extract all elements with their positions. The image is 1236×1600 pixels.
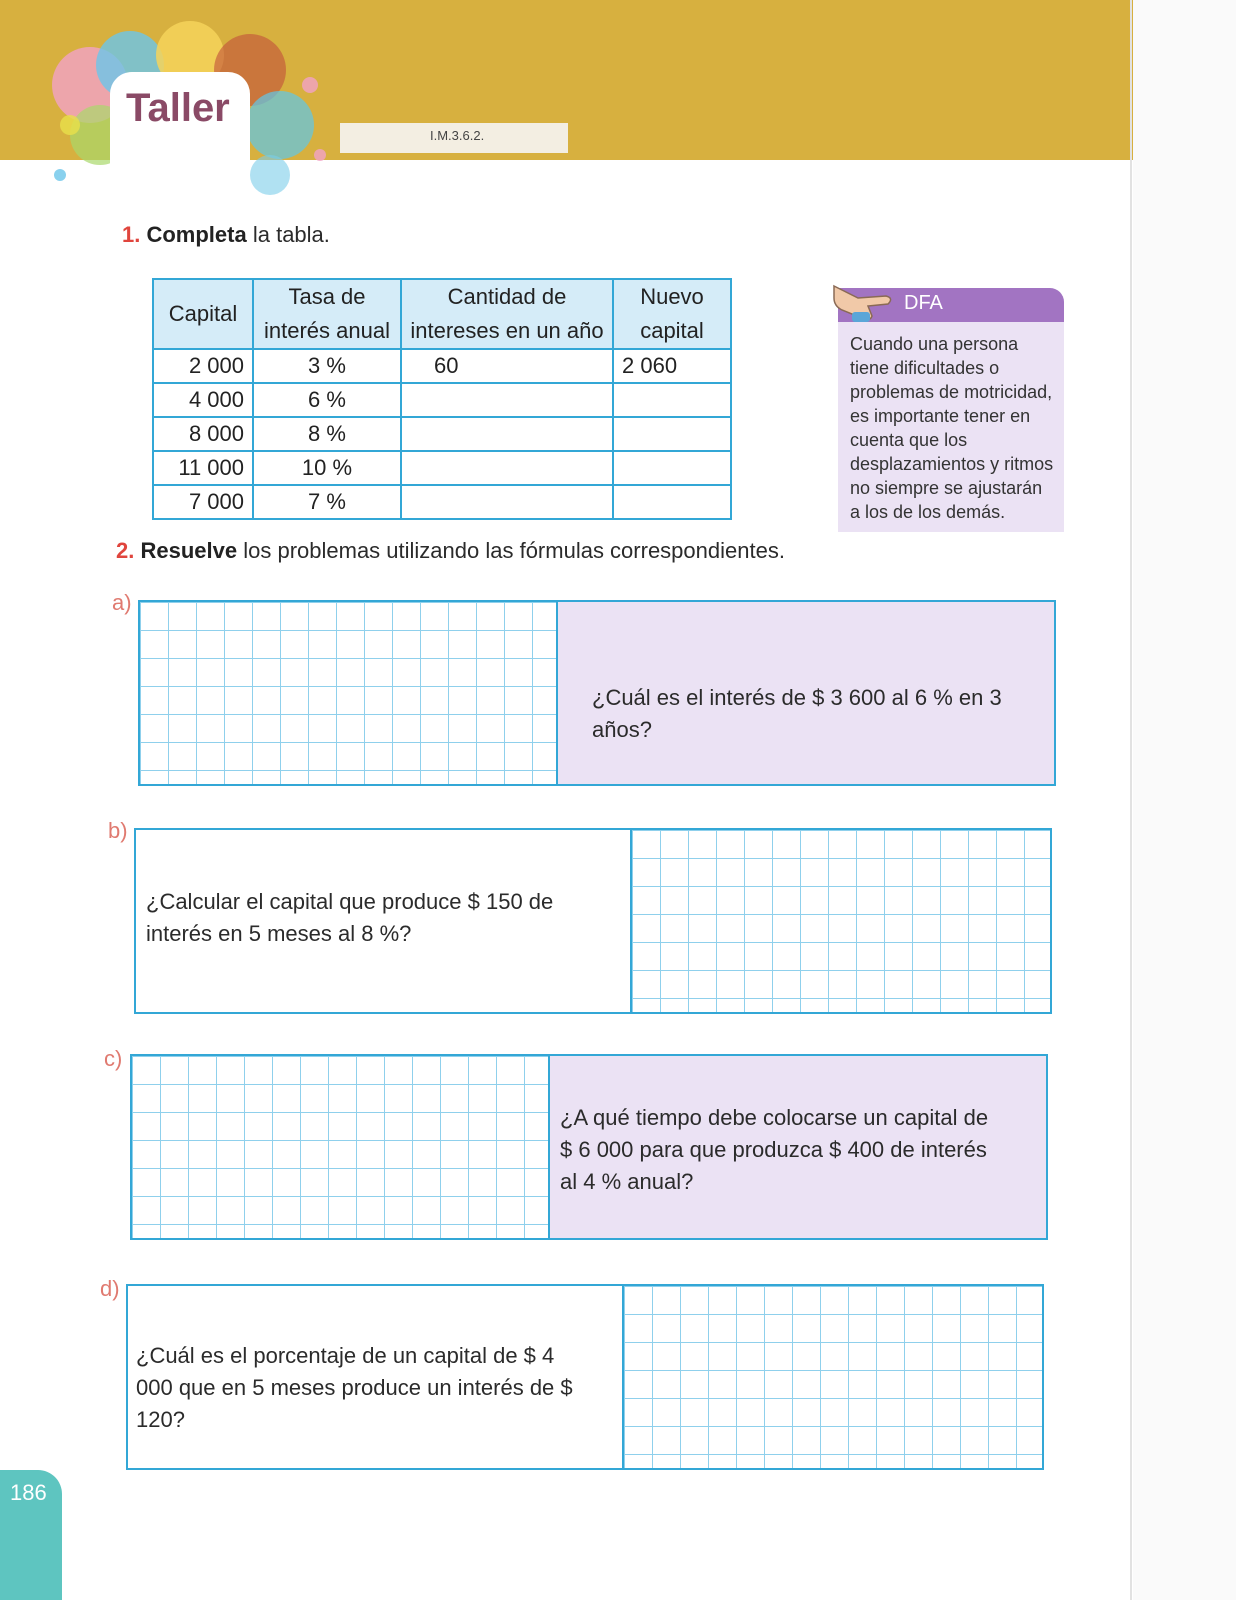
table-cell: 2 000 — [153, 349, 253, 383]
table-cell[interactable] — [613, 383, 731, 417]
table-cell: 6 % — [253, 383, 401, 417]
problem-a-question: ¿Cuál es el interés de $ 3 600 al 6 % en 3 años? — [558, 602, 1054, 784]
page-edge-line — [1130, 0, 1132, 1600]
table-cell: 10 % — [253, 451, 401, 485]
page-edge — [1133, 0, 1236, 1600]
dfa-body — [838, 322, 1064, 532]
dfa-note — [838, 288, 1064, 528]
indicator-code: I.M.3.6.2. — [430, 128, 485, 143]
interest-table — [152, 278, 732, 520]
pointing-hand-icon — [828, 276, 900, 326]
section-title: Taller — [126, 86, 230, 130]
table-header-row — [153, 279, 731, 349]
problem-a-workspace[interactable] — [140, 602, 558, 784]
question-2-number: 2. — [116, 538, 135, 563]
table-cell: 7 % — [253, 485, 401, 519]
problem-a-label: a) — [112, 590, 132, 615]
problem-a-box — [138, 600, 1056, 786]
table-row — [153, 485, 731, 519]
table-cell: 3 % — [253, 349, 401, 383]
problem-d-workspace[interactable] — [622, 1286, 1042, 1468]
table-header: Tasa de interés anual — [253, 279, 401, 349]
question-1-verb: Completa — [146, 222, 247, 247]
table-row — [153, 349, 731, 383]
table-row — [153, 417, 731, 451]
problem-c-box — [130, 1054, 1048, 1240]
problem-c-label: c) — [104, 1046, 123, 1071]
problem-c-question: ¿A qué tiempo debe colocarse un capital de $ 6 000 para que produzca $ 400 de interés al 4 % anual? — [550, 1056, 1046, 1238]
table-cell: 11 000 — [153, 451, 253, 485]
question-2 — [116, 538, 785, 564]
table-cell[interactable]: 2 060 — [613, 349, 731, 383]
problem-c-workspace[interactable] — [132, 1056, 550, 1238]
table-cell[interactable] — [613, 417, 731, 451]
problem-d-box — [126, 1284, 1044, 1470]
page-number: 186 — [10, 1480, 47, 1505]
table-cell: 8 000 — [153, 417, 253, 451]
question-1 — [122, 222, 330, 248]
table-cell[interactable] — [401, 417, 613, 451]
question-1-number: 1. — [122, 222, 141, 247]
problem-b-label: b) — [108, 818, 128, 843]
problem-b-question: ¿Calcular el capital que produce $ 150 de interés en 5 meses al 8 %? — [146, 889, 554, 946]
table-cell: 8 % — [253, 417, 401, 451]
question-2-text: los problemas utilizando las fórmulas correspondientes. — [237, 538, 785, 563]
table-row — [153, 451, 731, 485]
question-2-verb: Resuelve — [140, 538, 238, 563]
table-header: Cantidad de intereses en un año — [401, 279, 613, 349]
dfa-title: DFA — [904, 292, 943, 314]
table-row — [153, 383, 731, 417]
problem-d-question: ¿Cuál es el porcentaje de un capital de $ 4 000 que en 5 meses produce un interés de $ 120? — [136, 1343, 573, 1432]
table-cell[interactable]: 60 — [401, 349, 613, 383]
problem-b-box — [134, 828, 1052, 1014]
table-header: Capital — [153, 279, 253, 349]
question-1-text: la tabla. — [246, 222, 330, 247]
dfa-text: Cuando una persona tiene dificultades o problemas de motricidad, es importante tener en cuenta que los desplazamientos y ritmos no siempre se ajustarán a los de los demás. — [850, 334, 1054, 522]
problem-d-label: d) — [100, 1276, 120, 1301]
table-cell[interactable] — [401, 451, 613, 485]
page-number-tab — [0, 1470, 62, 1600]
table-cell: 4 000 — [153, 383, 253, 417]
table-cell: 7 000 — [153, 485, 253, 519]
table-cell[interactable] — [613, 451, 731, 485]
problem-b-workspace[interactable] — [630, 830, 1050, 1012]
table-cell[interactable] — [401, 485, 613, 519]
table-cell[interactable] — [613, 485, 731, 519]
table-cell[interactable] — [401, 383, 613, 417]
table-header: Nuevo capital — [613, 279, 731, 349]
